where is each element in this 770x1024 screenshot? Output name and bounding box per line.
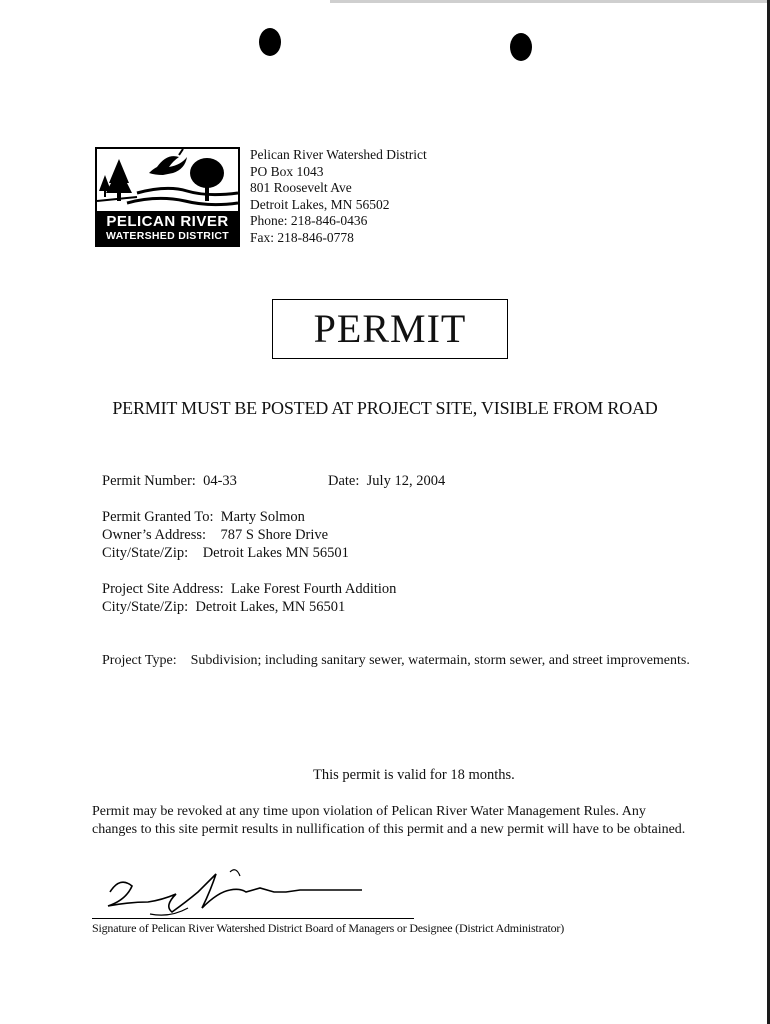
owner-address-label: Owner’s Address: [102, 527, 207, 543]
district-address [250, 147, 427, 246]
owner-address-value: 787 S Shore Drive [220, 527, 329, 543]
owner-csz-row [102, 545, 349, 562]
logo-artwork-icon [97, 149, 238, 211]
logo-line-2: WATERSHED DISTRICT [105, 230, 230, 242]
permit-date: July 12, 2004 [366, 473, 446, 489]
address-line: PO Box 1043 [250, 163, 324, 179]
address-line: Fax: 218-846-0778 [250, 229, 354, 245]
permit-date-label: Date: [328, 473, 360, 489]
site-csz-value: Detroit Lakes, MN 56501 [195, 599, 346, 615]
revocation-line-2: changes to this site permit results in nullification of this permit and a new permit will have to be obtained. [92, 822, 686, 837]
district-logo [95, 147, 240, 247]
project-type-row [102, 653, 690, 669]
project-type-value: Subdivision; including sanitary sewer, watermain, storm sewer, and street improvements. [190, 653, 690, 668]
owner-csz-value: Detroit Lakes MN 56501 [202, 545, 349, 561]
granted-to-row [102, 509, 305, 526]
punch-hole-left [259, 28, 281, 56]
site-csz-row [102, 599, 345, 616]
address-line: 801 Roosevelt Ave [250, 180, 352, 195]
permit-number-label: Permit Number: [102, 473, 196, 489]
permit-number: 04-33 [203, 473, 237, 489]
site-address-row [102, 581, 396, 598]
address-line: Detroit Lakes, MN 56502 [250, 196, 390, 212]
permit-date-row [328, 473, 445, 490]
granted-to-label: Permit Granted To: [102, 509, 214, 525]
logo-text-band [97, 211, 238, 245]
address-line: Phone: 218-846-0436 [250, 213, 368, 228]
address-line: Pelican River Watershed District [250, 147, 427, 162]
signature-line [92, 918, 414, 919]
owner-csz-label: City/State/Zip: [102, 545, 189, 561]
permit-number-row [102, 473, 237, 490]
owner-address-row [102, 527, 328, 544]
granted-to-value: Marty Solmon [220, 509, 305, 525]
posting-notice: PERMIT MUST BE POSTED AT PROJECT SITE, VISIBLE FROM ROAD [112, 398, 658, 418]
site-address-label: Project Site Address: [102, 581, 224, 597]
punch-hole-right [510, 33, 532, 61]
revocation-line-1: Permit may be revoked at any time upon violation of Pelican River Water Management Rules. Any [92, 804, 646, 819]
scan-edge-top [330, 0, 770, 3]
project-type-label: Project Type: [102, 653, 177, 668]
site-address-value: Lake Forest Fourth Addition [230, 581, 397, 597]
site-csz-label: City/State/Zip: [102, 599, 189, 615]
validity-statement: This permit is valid for 18 months. [313, 767, 515, 783]
signature-scribble [90, 862, 370, 922]
permit-title: PERMIT [313, 306, 467, 351]
logo-line-1: PELICAN RIVER [106, 213, 229, 230]
signature-caption: Signature of Pelican River Watershed District Board of Managers or Designee (District Administrator) [92, 921, 565, 935]
permit-title-box [272, 299, 508, 359]
